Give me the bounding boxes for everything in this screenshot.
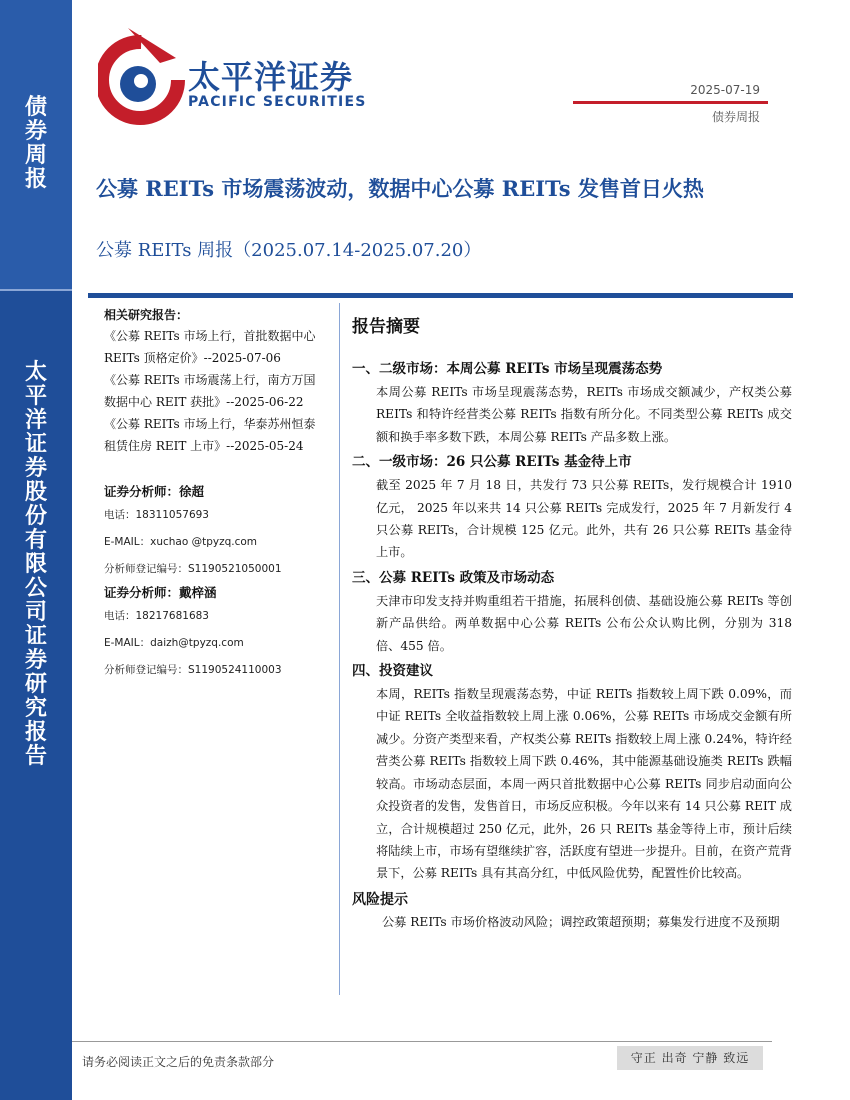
analyst-registration: 分析师登记编号：S1190521050001 [104, 563, 282, 575]
report-title: 公募 REITs 市场震荡波动，数据中心公募 REITs 发售首日火热 [96, 176, 704, 201]
sidebar-divider [0, 289, 72, 291]
section-body: 本周公募 REITs 市场呈现震荡态势，REITs 市场成交额减少，产权类公募 REITs 和特许经营类公募 REITs 指数有所分化。不同类型公募 REITs 成交额和换手率多数下跌，本周公募 REITs 产品多数上涨。 [376, 385, 792, 444]
risk-body: 公募 REITs 市场价格波动风险；调控政策超预期；募集发行进度不及预期 [382, 914, 780, 929]
report-subtitle: 公募 REITs 周报（2025.07.14-2025.07.20） [96, 240, 482, 261]
logo-chinese-name: 太平洋证券 [188, 58, 354, 96]
logo-english-name: PACIFIC SECURITIES [188, 94, 367, 110]
title-rule [88, 293, 793, 298]
related-report-item: 《公募 REITs 市场上行，华泰苏州恒泰租赁住房 REIT 上市》--2025-05-24 [104, 417, 316, 453]
analyst-email: E-MAIL：xuchao @tpyzq.com [104, 536, 258, 548]
institution-vertical: 太平洋证券股份有限公司证券研究报告 [24, 359, 47, 769]
section-body: 天津市印发支持并购重组若干措施，拓展科创债、基础设施公募 REITs 等创新产品供给。两单数据中心公募 REITs 公布公众认购比例，分别为 318 倍、455 倍。 [376, 593, 792, 653]
section-body: 截至 2025 年 7 月 18 日，共发行 73 只公募 REITs，发行规模合计 1910 亿元， 2025 年以来共 14 只公募 REITs 完成发行，2025 年 7 月新发行 4 只公募 REITs，合计规模 125 亿元。此外，共有 26 只公募 REITs 基金待上市。 [376, 478, 792, 560]
analyst-heading: 证券分析师：徐超 [104, 484, 205, 499]
section-heading: 二、一级市场：26 只公募 REITs 基金待上市 [352, 454, 632, 471]
analyst-phone: 电话：18217681683 [104, 610, 209, 622]
related-reports-heading: 相关研究报告： [104, 308, 189, 322]
section-heading: 四、投资建议 [352, 663, 433, 680]
analyst-registration: 分析师登记编号：S1190524110003 [104, 664, 282, 676]
report-category-vertical: 债券周报 [24, 94, 47, 192]
report-type: 债券周报 [711, 110, 760, 124]
sidebar [0, 0, 72, 1100]
related-report-item: 《公募 REITs 市场上行，首批数据中心 REITs 顶格定价》--2025-07-06 [104, 329, 316, 365]
summary-title: 报告摘要 [352, 317, 420, 337]
section-body: 本周，REITs 指数呈现震荡态势，中证 REITs 指数较上周下跌 0.09%，而中证 REITs 全收益指数较上周上涨 0.06%，公募 REITs 市场成交金额有所减少。分资产类型来看，产权类公募 REITs 指数较上周上涨 0.24%，特许经营类公募 REITs 指数较上周下跌 0.46%，其中能源基础设施类 REITs 跌幅较高。市场动态层面，本周一两只首批数据中心公募 REITs 同步启动面向公众投资者的发售，发售首日，市场反应积极。今年以来有 14 只公募 REIT 成立，合计规模超过 250 亿元，此外，26 只 REITs 基金等待上市，预计后续将陆续上市，市场有望继续扩容，活跃度有望进一步提升。目前，在资产荒背景下，公募 REITs 具有其高分红，中低风险优势，配置性价比较高。 [376, 687, 792, 881]
column-divider [339, 303, 340, 995]
header-accent-line [573, 101, 768, 104]
section-heading: 一、二级市场：本周公募 REITs 市场呈现震荡态势 [352, 361, 663, 377]
disclaimer-note: 请务必阅读正文之后的免责条款部分 [82, 1055, 275, 1069]
footer-rule [72, 1041, 772, 1042]
risk-heading: 风险提示 [352, 891, 408, 908]
left-column [104, 306, 326, 684]
summary-column [352, 312, 792, 933]
section-heading: 三、公募 REITs 政策及市场动态 [352, 569, 555, 586]
analyst-heading: 证券分析师：戴梓涵 [104, 585, 217, 600]
related-report-item: 《公募 REITs 市场震荡上行，南方万国数据中心 REIT 获批》--2025-06-22 [104, 373, 316, 409]
company-motto: 守正 出奇 宁静 致远 [617, 1046, 763, 1070]
analyst-email: E-MAIL：daizh@tpyzq.com [104, 637, 244, 649]
analyst-phone: 电话：18311057693 [104, 509, 209, 521]
report-date: 2025-07-19 [690, 83, 760, 97]
